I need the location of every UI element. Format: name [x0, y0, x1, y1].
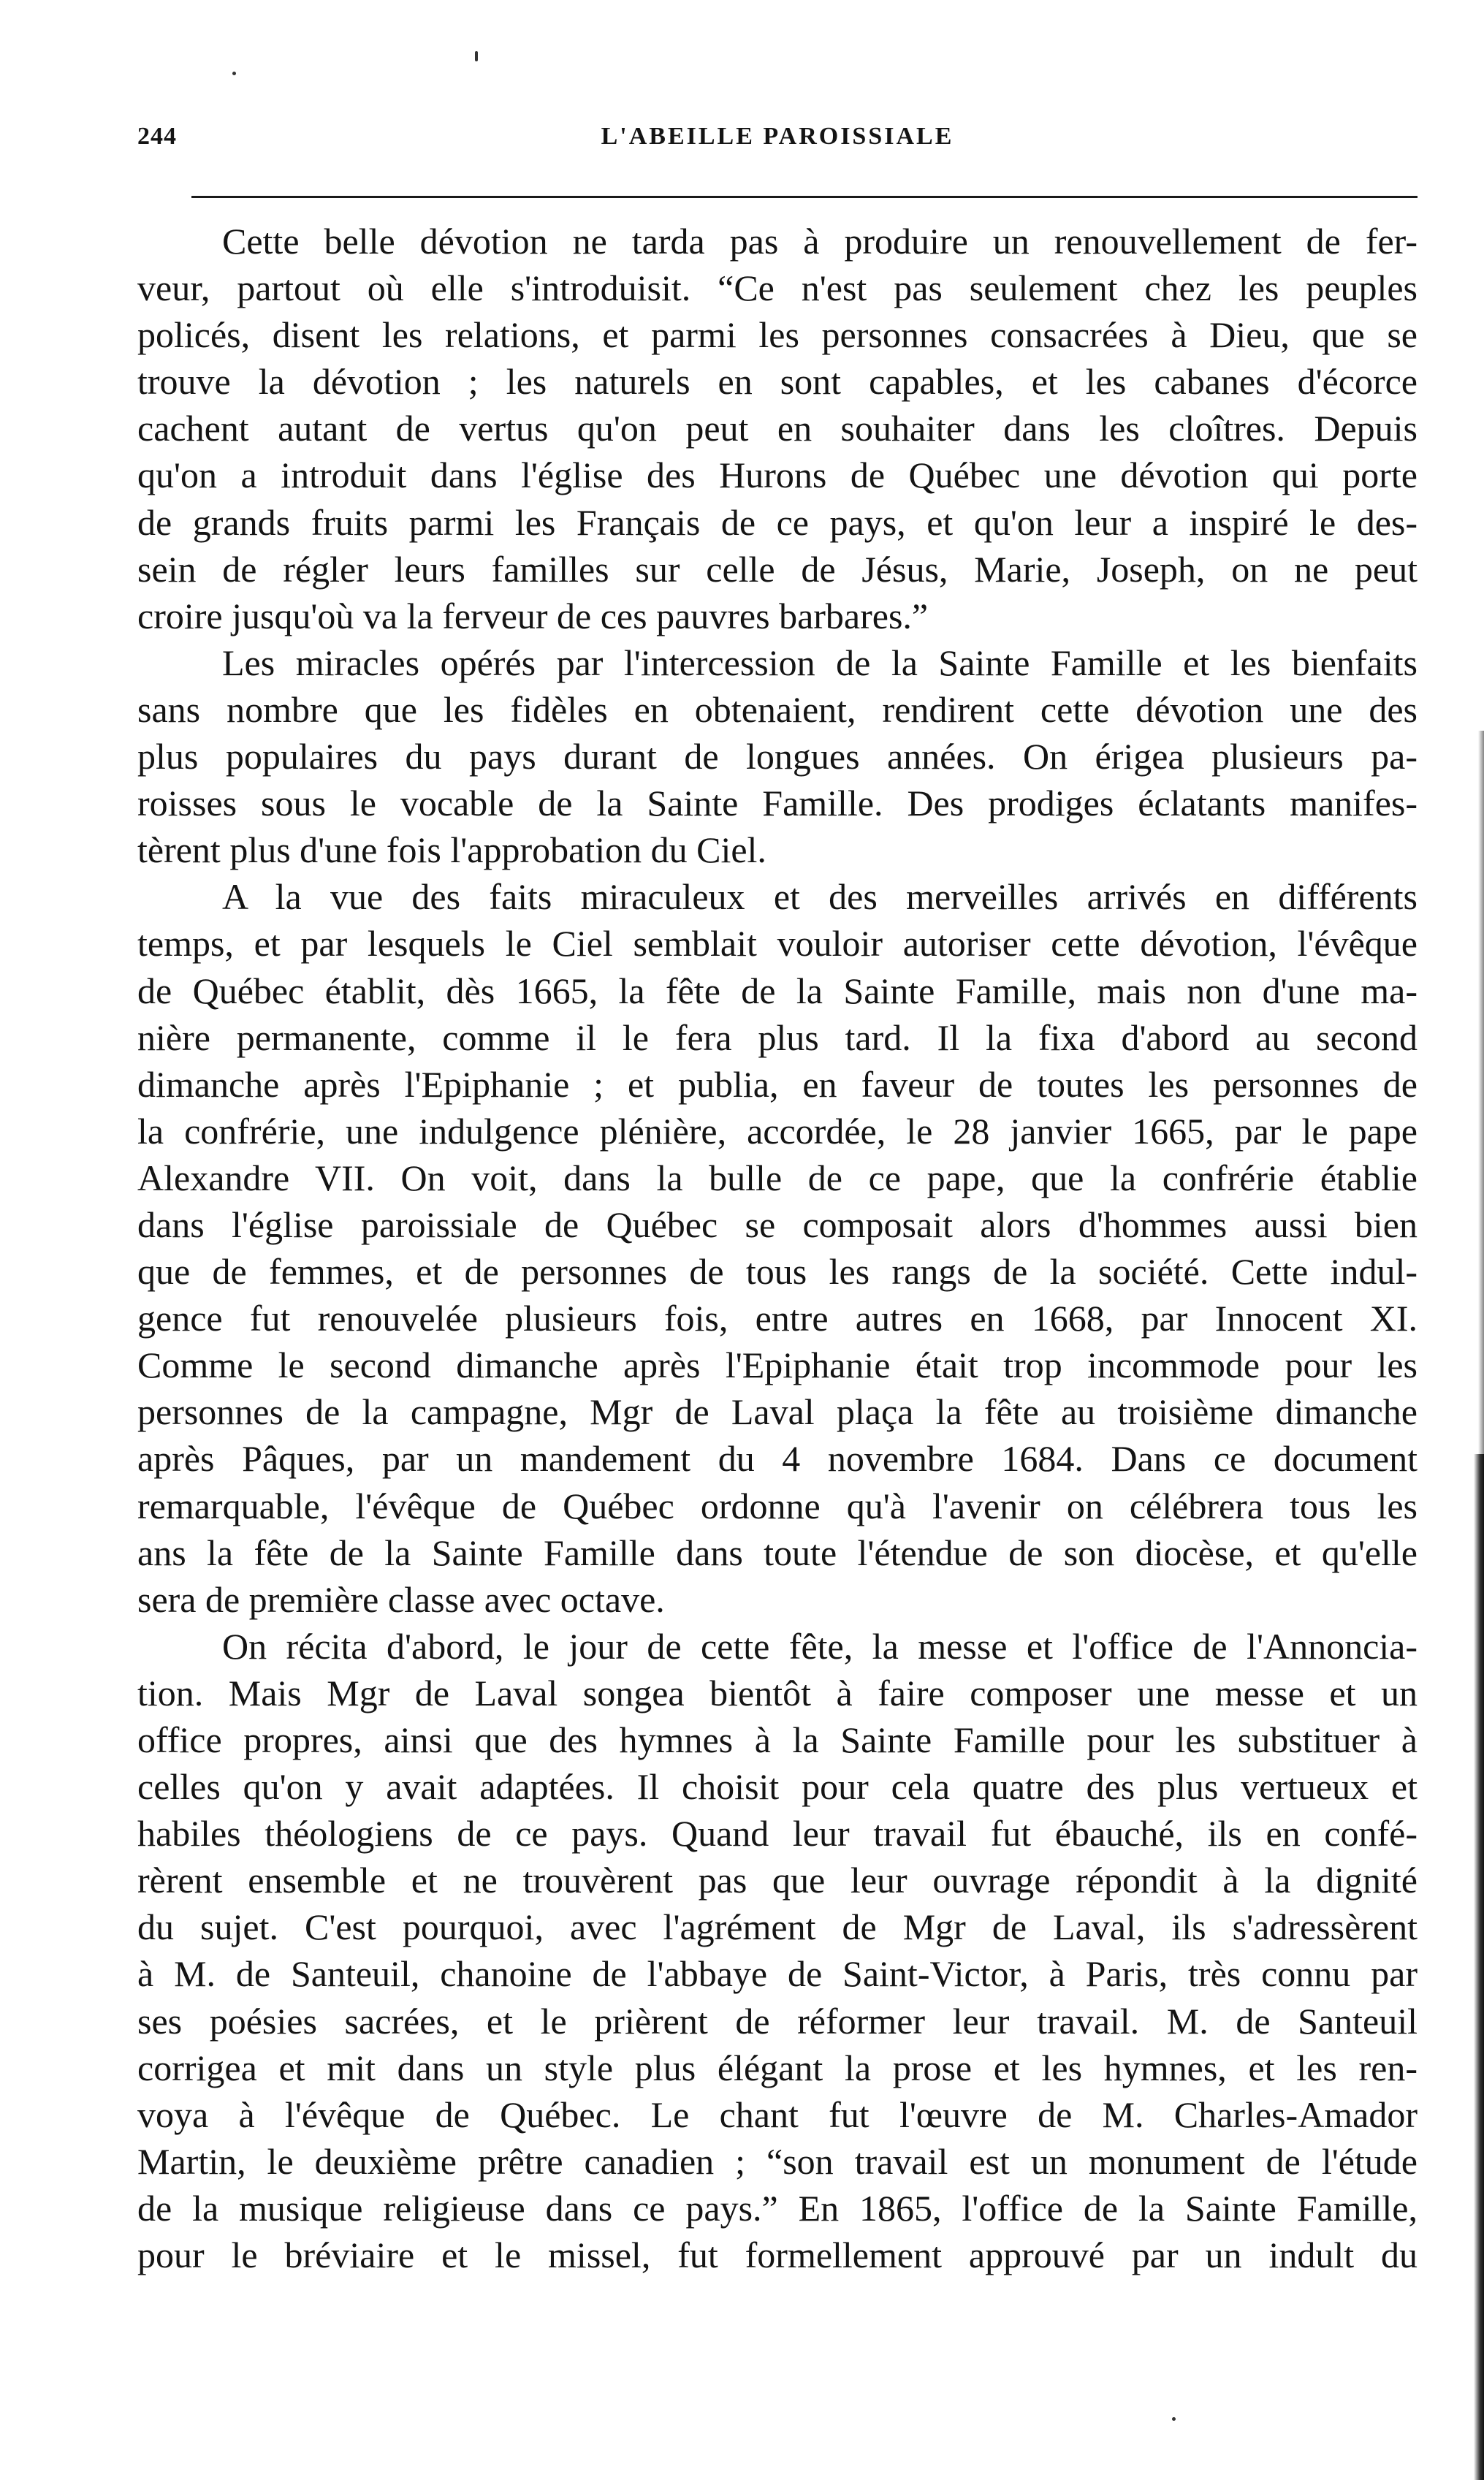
text-line: cachent autant de vertus qu'on peut en souhaiter dans les cloîtres. Depuis: [137, 408, 1418, 449]
page-edge-shadow: [1478, 731, 1484, 1454]
header-rule: [191, 196, 1418, 198]
text-line: du sujet. C'est pourquoi, avec l'agrément de Mgr de Laval, ils s'adressèrent: [137, 1906, 1418, 1948]
text-line: roisses sous le vocable de la Sainte Famille. Des prodiges éclatants manifes-: [137, 783, 1418, 824]
text-line: Les miracles opérés par l'intercession de la Sainte Famille et les bienfaits: [222, 642, 1418, 683]
page-edge-shadow: [1474, 1454, 1484, 2480]
text-line: Cette belle dévotion ne tarda pas à produire un renouvellement de fer-: [222, 221, 1418, 262]
text-line: qu'on a introduit dans l'église des Hurons de Québec une dévotion qui porte: [137, 454, 1418, 496]
text-line: Martin, le deuxième prêtre canadien ; “son travail est un monument de l'étude: [137, 2140, 1418, 2182]
text-line: trouve la dévotion ; les naturels en sont capables, et les cabanes d'écorce: [137, 361, 1418, 403]
scan-speck: [232, 72, 236, 75]
text-line: A la vue des faits miraculeux et des merveilles arrivés en différents: [222, 876, 1418, 918]
scan-speck: [475, 51, 478, 61]
text-line: pour le bréviaire et le missel, fut formellement approuvé par un indult du: [137, 2234, 1418, 2276]
text-line: Alexandre VII. On voit, dans la bulle de ce pape, que la confrérie établie: [137, 1157, 1418, 1198]
text-line: de grands fruits parmi les Français de ce pays, et qu'on leur a inspiré le des-: [137, 501, 1418, 543]
text-line: ses poésies sacrées, et le prièrent de réformer leur travail. M. de Santeuil: [137, 2000, 1418, 2042]
text-line: personnes de la campagne, Mgr de Laval plaça la fête au troisième dimanche: [137, 1391, 1418, 1433]
text-line: On récita d'abord, le jour de cette fête, la messe et l'office de l'Annoncia-: [222, 1625, 1418, 1667]
text-line: sera de première classe avec octave.: [137, 1578, 665, 1620]
body-text: [137, 218, 1418, 2278]
scan-speck: [1172, 2417, 1176, 2421]
text-line: ans la fête de la Sainte Famille dans toute l'étendue de son diocèse, et qu'elle: [137, 1532, 1418, 1573]
text-line: gence fut renouvelée plusieurs fois, entre autres en 1668, par Innocent XI.: [137, 1298, 1418, 1339]
text-line: à M. de Santeuil, chanoine de l'abbaye de Saint-Victor, à Paris, très connu par: [137, 1953, 1418, 1995]
text-line: nière permanente, comme il le fera plus tard. Il la fixa d'abord au second: [137, 1016, 1418, 1058]
text-line: rèrent ensemble et ne trouvèrent pas que leur ouvrage répondit à la dignité: [137, 1860, 1418, 1901]
text-line: la confrérie, une indulgence plénière, accordée, le 28 janvier 1665, par le pape: [137, 1110, 1418, 1152]
page-number: 244: [137, 123, 177, 150]
text-line: remarquable, l'évêque de Québec ordonne qu'à l'avenir on célébrera tous les: [137, 1485, 1418, 1526]
text-line: de la musique religieuse dans ce pays.” En 1865, l'office de la Sainte Famille,: [137, 2187, 1418, 2229]
text-line: policés, disent les relations, et parmi les personnes consacrées à Dieu, que se: [137, 314, 1418, 356]
text-line: voya à l'évêque de Québec. Le chant fut l'œuvre de M. Charles-Amador: [137, 2093, 1418, 2135]
text-line: plus populaires du pays durant de longues années. On érigea plusieurs pa-: [137, 736, 1418, 777]
running-title: L'ABEILLE PAROISSIALE: [601, 123, 954, 150]
text-line: temps, et par lesquels le Ciel semblait vouloir autoriser cette dévotion, l'évêque: [137, 923, 1418, 965]
text-line: habiles théologiens de ce pays. Quand leur travail fut ébauché, ils en confé-: [137, 1813, 1418, 1855]
page-header: [137, 123, 1418, 167]
text-line: corrigea et mit dans un style plus élégant la prose et les hymnes, et les ren-: [137, 2047, 1418, 2088]
text-line: tion. Mais Mgr de Laval songea bientôt à faire composer une messe et un: [137, 1672, 1418, 1713]
text-line: sans nombre que les fidèles en obtenaient, rendirent cette dévotion une des: [137, 688, 1418, 730]
text-line: Comme le second dimanche après l'Epiphanie était trop incommode pour les: [137, 1344, 1418, 1386]
text-line: dans l'église paroissiale de Québec se composait alors d'hommes aussi bien: [137, 1203, 1418, 1245]
text-line: croire jusqu'où va la ferveur de ces pauvres barbares.”: [137, 595, 929, 636]
text-line: tèrent plus d'une fois l'approbation du Ciel.: [137, 829, 766, 871]
text-line: après Pâques, par un mandement du 4 novembre 1684. Dans ce document: [137, 1438, 1418, 1480]
text-line: celles qu'on y avait adaptées. Il choisit pour cela quatre des plus vertueux et: [137, 1766, 1418, 1808]
text-line: office propres, ainsi que des hymnes à la Sainte Famille pour les substituer à: [137, 1719, 1418, 1760]
text-line: de Québec établit, dès 1665, la fête de la Sainte Famille, mais non d'une ma-: [137, 970, 1418, 1011]
text-line: que de femmes, et de personnes de tous les rangs de la société. Cette indul-: [137, 1251, 1418, 1293]
text-line: sein de régler leurs familles sur celle de Jésus, Marie, Joseph, on ne peut: [137, 548, 1418, 590]
text-line: dimanche après l'Epiphanie ; et publia, en faveur de toutes les personnes de: [137, 1063, 1418, 1105]
text-line: veur, partout où elle s'introduisit. “Ce n'est pas seulement chez les peuples: [137, 267, 1418, 309]
